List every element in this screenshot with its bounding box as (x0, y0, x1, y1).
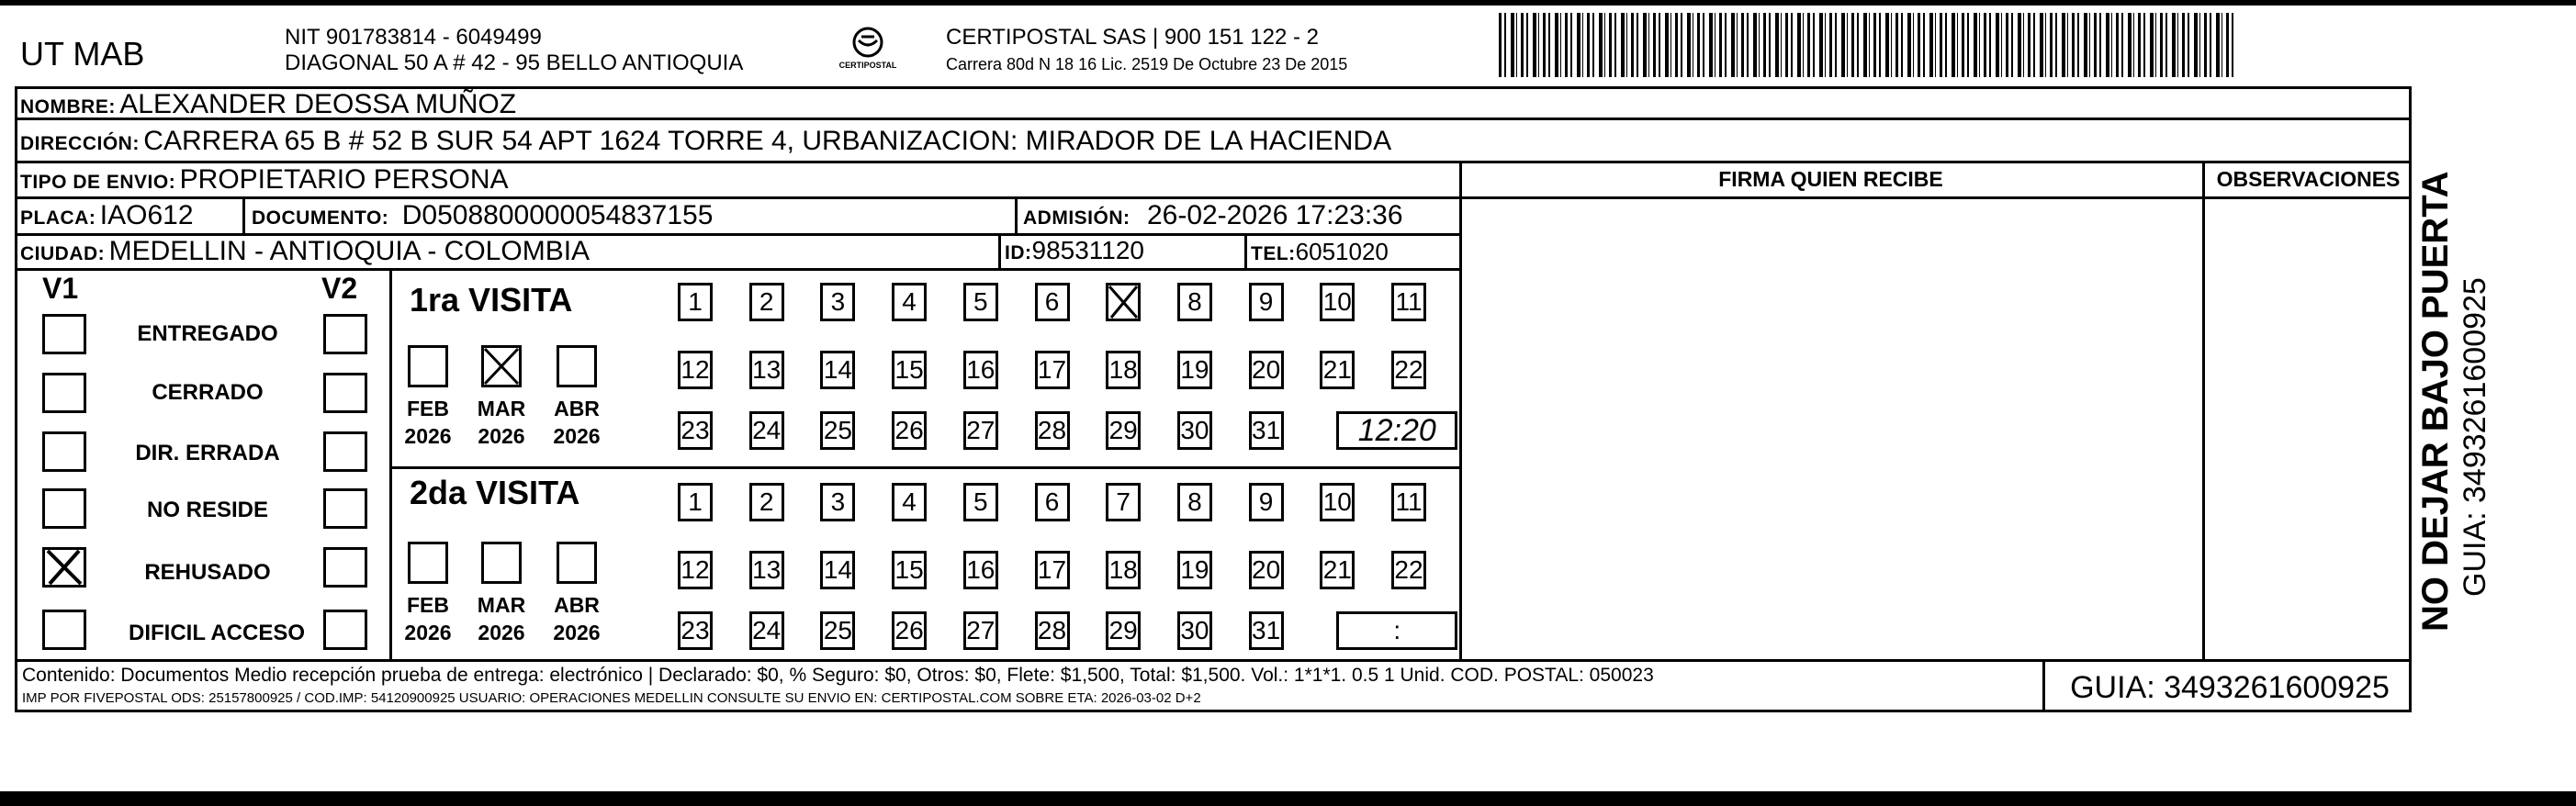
v1-checkbox-no-reside[interactable] (42, 488, 86, 529)
certipostal-license: Carrera 80d N 18 16 Lic. 2519 De Octubre 23 De 2015 (946, 55, 1348, 73)
logo-text: CERTIPOSTAL (838, 61, 897, 70)
visit1-day-9[interactable]: 9 (1249, 283, 1284, 321)
top-edge (0, 0, 2576, 6)
visit1-day-31[interactable]: 31 (1249, 411, 1284, 450)
visit2-feb-year: 2026 (404, 621, 452, 644)
id-value: 98531120 (1031, 236, 1144, 264)
v1-checkbox-dificil-acceso[interactable] (42, 610, 86, 650)
check-mark-icon (1106, 283, 1141, 321)
visit2-title: 2da VISITA (410, 474, 580, 511)
v2-checkbox-rehusado[interactable] (323, 547, 367, 588)
visit1-day-17[interactable]: 17 (1035, 351, 1070, 389)
v2-checkbox-entregado[interactable] (323, 314, 367, 354)
status-rehusado: REHUSADO (144, 560, 271, 585)
row-direccion (20, 126, 1391, 157)
visit1-day-21[interactable]: 21 (1320, 351, 1355, 389)
vline-guia (2042, 659, 2045, 712)
visit1-day-15[interactable]: 15 (892, 351, 927, 389)
v1-checkbox-dir-errada[interactable] (42, 431, 86, 472)
visit2-day-30[interactable]: 30 (1177, 611, 1212, 650)
check-mark-icon (42, 547, 86, 588)
certipostal-logo (831, 22, 905, 81)
id-label: ID: (1005, 242, 1032, 263)
documento-value: D0508800000054837155 (401, 200, 714, 230)
footer-guia: GUIA: 3493261600925 (2070, 670, 2390, 705)
line-visits (389, 466, 1459, 469)
visit1-mar-label: MAR (477, 397, 526, 420)
visit2-day-15[interactable]: 15 (892, 551, 927, 589)
visit2-day-9[interactable]: 9 (1249, 483, 1284, 521)
tipo-value: PROPIETARIO PERSONA (179, 164, 509, 195)
visit2-day-21[interactable]: 21 (1320, 551, 1355, 589)
visit1-day-12[interactable]: 12 (678, 351, 713, 389)
visit1-day-16[interactable]: 16 (963, 351, 998, 389)
visit2-month-feb[interactable] (408, 542, 448, 584)
visit1-feb-label: FEB (407, 397, 449, 420)
admision-label: ADMISIÓN: (1023, 207, 1131, 229)
visit1-day-8[interactable]: 8 (1177, 283, 1212, 321)
placa-label: PLACA: (20, 207, 96, 229)
check-mark-icon (481, 345, 522, 387)
visit1-abr-label: ABR (554, 397, 600, 420)
v1-checkbox-rehusado[interactable] (42, 547, 86, 588)
visit2-day-3[interactable]: 3 (820, 483, 855, 521)
direccion-value: CARRERA 65 B # 52 B SUR 54 APT 1624 TORRE 4, URBANIZACION: MIRADOR DE LA HACIENDA (143, 126, 1392, 156)
visit1-day-19[interactable]: 19 (1177, 351, 1212, 389)
placa-value: IAO612 (99, 200, 194, 230)
tipo-label: TIPO DE ENVIO: (20, 172, 176, 193)
visit1-time-field[interactable]: 12:20 (1336, 411, 1457, 450)
vline-id (998, 233, 1001, 268)
visit2-day-10[interactable]: 10 (1320, 483, 1355, 521)
visit2-abr-year: 2026 (553, 621, 601, 644)
observaciones-label: OBSERVACIONES (2216, 167, 2401, 191)
visit2-day-16[interactable]: 16 (963, 551, 998, 589)
visit1-day-7[interactable] (1106, 283, 1141, 321)
direccion-label: DIRECCIÓN: (20, 133, 140, 154)
visit1-feb-year: 2026 (404, 424, 452, 448)
visit2-day-8[interactable]: 8 (1177, 483, 1212, 521)
row-tipo (20, 164, 509, 196)
vline-firma (1459, 161, 1462, 659)
visit2-day-12[interactable]: 12 (678, 551, 713, 589)
company-nit: NIT 901783814 - 6049499 (285, 25, 542, 50)
visit1-month-feb[interactable] (408, 345, 448, 387)
visit1-day-24[interactable]: 24 (749, 411, 784, 450)
visit1-day-25[interactable]: 25 (820, 411, 855, 450)
admision-value: 26-02-2026 17:23:36 (1146, 200, 1403, 230)
v2-checkbox-dir-errada[interactable] (323, 431, 367, 472)
vline-tel (1244, 233, 1247, 268)
visit2-day-20[interactable]: 20 (1249, 551, 1284, 589)
visit1-day-20[interactable]: 20 (1249, 351, 1284, 389)
visit1-day-5[interactable]: 5 (963, 283, 998, 321)
visit2-day-24[interactable]: 24 (749, 611, 784, 650)
visit1-day-6[interactable]: 6 (1035, 283, 1070, 321)
visit1-day-14[interactable]: 14 (820, 351, 855, 389)
visit2-feb-label: FEB (407, 593, 449, 617)
visit2-day-18[interactable]: 18 (1106, 551, 1141, 589)
line-tipo (15, 196, 1459, 199)
v1-checkbox-entregado[interactable] (42, 314, 86, 354)
line-footer (15, 659, 2412, 662)
status-dir-errada: DIR. ERRADA (135, 441, 280, 465)
nombre-value: ALEXANDER DEOSSA MUÑOZ (119, 89, 517, 119)
firma-label: FIRMA QUIEN RECIBE (1718, 167, 1943, 191)
v2-checkbox-dificil-acceso[interactable] (323, 610, 367, 650)
tel-value: 6051020 (1295, 238, 1389, 265)
visit2-abr-label: ABR (554, 593, 600, 617)
side-guia: GUIA: 3493261600925 (2458, 277, 2492, 597)
v2-header: V2 (321, 272, 358, 305)
vline-status (389, 268, 392, 659)
visit2-day-11[interactable]: 11 (1391, 483, 1426, 521)
visit2-month-mar[interactable] (481, 542, 522, 584)
visit2-day-1[interactable]: 1 (678, 483, 713, 521)
status-dificil-acceso: DIFICIL ACCESO (128, 621, 305, 645)
barcode (1499, 13, 2233, 77)
visit2-day-7[interactable]: 7 (1106, 483, 1141, 521)
v2-checkbox-no-reside[interactable] (323, 488, 367, 529)
visit2-day-13[interactable]: 13 (749, 551, 784, 589)
visit1-day-23[interactable]: 23 (678, 411, 713, 450)
line-ciudad (15, 268, 1459, 271)
visit1-day-22[interactable]: 22 (1391, 351, 1426, 389)
vline-obs (2202, 161, 2205, 659)
row-nombre (20, 89, 516, 120)
documento-cell (252, 200, 713, 231)
visit1-day-30[interactable]: 30 (1177, 411, 1212, 450)
visit2-time-field[interactable]: : (1336, 611, 1457, 650)
visit1-abr-year: 2026 (553, 424, 601, 448)
documento-label: DOCUMENTO: (252, 207, 389, 229)
visit1-day-2[interactable]: 2 (749, 283, 784, 321)
certipostal-info: CERTIPOSTAL SAS | 900 151 122 - 2 (946, 25, 1319, 50)
tel-label: TEL: (1251, 243, 1296, 264)
visit2-mar-year: 2026 (478, 621, 525, 644)
visit1-day-28[interactable]: 28 (1035, 411, 1070, 450)
placa-cell (20, 200, 194, 231)
status-entregado: ENTREGADO (137, 321, 278, 346)
visit2-day-22[interactable]: 22 (1391, 551, 1426, 589)
visit1-day-26[interactable]: 26 (892, 411, 927, 450)
visit2-day-27[interactable]: 27 (963, 611, 998, 650)
visit2-day-23[interactable]: 23 (678, 611, 713, 650)
admision-cell (1023, 200, 1403, 231)
visit1-month-mar[interactable] (481, 345, 522, 387)
visit1-day-1[interactable]: 1 (678, 283, 713, 321)
visit2-day-2[interactable]: 2 (749, 483, 784, 521)
visit2-day-5[interactable]: 5 (963, 483, 998, 521)
line-direccion (15, 161, 2412, 163)
bottom-edge (0, 791, 2576, 806)
visit2-day-25[interactable]: 25 (820, 611, 855, 650)
visit2-day-4[interactable]: 4 (892, 483, 927, 521)
visit1-month-abr[interactable] (557, 345, 597, 387)
visit1-day-29[interactable]: 29 (1106, 411, 1141, 450)
footer-contenido: Contenido: Documentos Medio recepción prueba de entrega: electrónico | Declarado: $0, % Seguro: $0, Otros: $0, Flete: $1,500, Total: $1,500. Vol.: 1*1*1. 0.5 1 Unid. COD. POSTAL: 050023 (22, 665, 1654, 686)
tel-cell (1251, 238, 1389, 266)
visit1-day-18[interactable]: 18 (1106, 351, 1141, 389)
vline-placa (242, 196, 245, 233)
visit1-mar-year: 2026 (478, 424, 525, 448)
company-address: DIAGONAL 50 A # 42 - 95 BELLO ANTIOQUIA (285, 50, 744, 75)
ciudad-value: MEDELLIN - ANTIOQUIA - COLOMBIA (108, 236, 591, 266)
visit2-day-31[interactable]: 31 (1249, 611, 1284, 650)
ciudad-label: CIUDAD: (20, 243, 106, 264)
visit1-day-3[interactable]: 3 (820, 283, 855, 321)
status-cerrado: CERRADO (152, 380, 264, 405)
status-no-reside: NO RESIDE (146, 498, 269, 522)
visit2-day-6[interactable]: 6 (1035, 483, 1070, 521)
visit1-day-4[interactable]: 4 (892, 283, 927, 321)
visit2-day-17[interactable]: 17 (1035, 551, 1070, 589)
visit2-day-14[interactable]: 14 (820, 551, 855, 589)
visit2-day-19[interactable]: 19 (1177, 551, 1212, 589)
visit1-day-11[interactable]: 11 (1391, 283, 1426, 321)
visit1-day-27[interactable]: 27 (963, 411, 998, 450)
visit2-day-28[interactable]: 28 (1035, 611, 1070, 650)
v1-header: V1 (42, 272, 79, 305)
ciudad-cell (20, 236, 590, 267)
id-cell (1005, 236, 1144, 265)
footer-imp: IMP POR FIVEPOSTAL ODS: 25157800925 / COD.IMP: 54120900925 USUARIO: OPERACIONES MEDELLIN CONSULTE SU ENVIO EN: CERTIPOSTAL.COM SOBRE ETA: 2026-03-02 D+2 (22, 690, 1201, 706)
visit1-day-10[interactable]: 10 (1320, 283, 1355, 321)
nombre-label: NOMBRE: (20, 96, 116, 118)
v2-checkbox-cerrado[interactable] (323, 373, 367, 413)
visit1-title: 1ra VISITA (410, 281, 573, 319)
visit2-month-abr[interactable] (557, 542, 597, 584)
visit2-day-26[interactable]: 26 (892, 611, 927, 650)
visit2-day-29[interactable]: 29 (1106, 611, 1141, 650)
vline-admision (1015, 196, 1018, 233)
observations-area[interactable] (2208, 199, 2408, 656)
side-no-dejar: NO DEJAR BAJO PUERTA (2415, 171, 2456, 632)
signature-area[interactable] (1466, 199, 2197, 656)
v1-checkbox-cerrado[interactable] (42, 373, 86, 413)
visit2-mar-label: MAR (477, 593, 526, 617)
company-name: UT MAB (20, 35, 145, 73)
visit1-day-13[interactable]: 13 (749, 351, 784, 389)
